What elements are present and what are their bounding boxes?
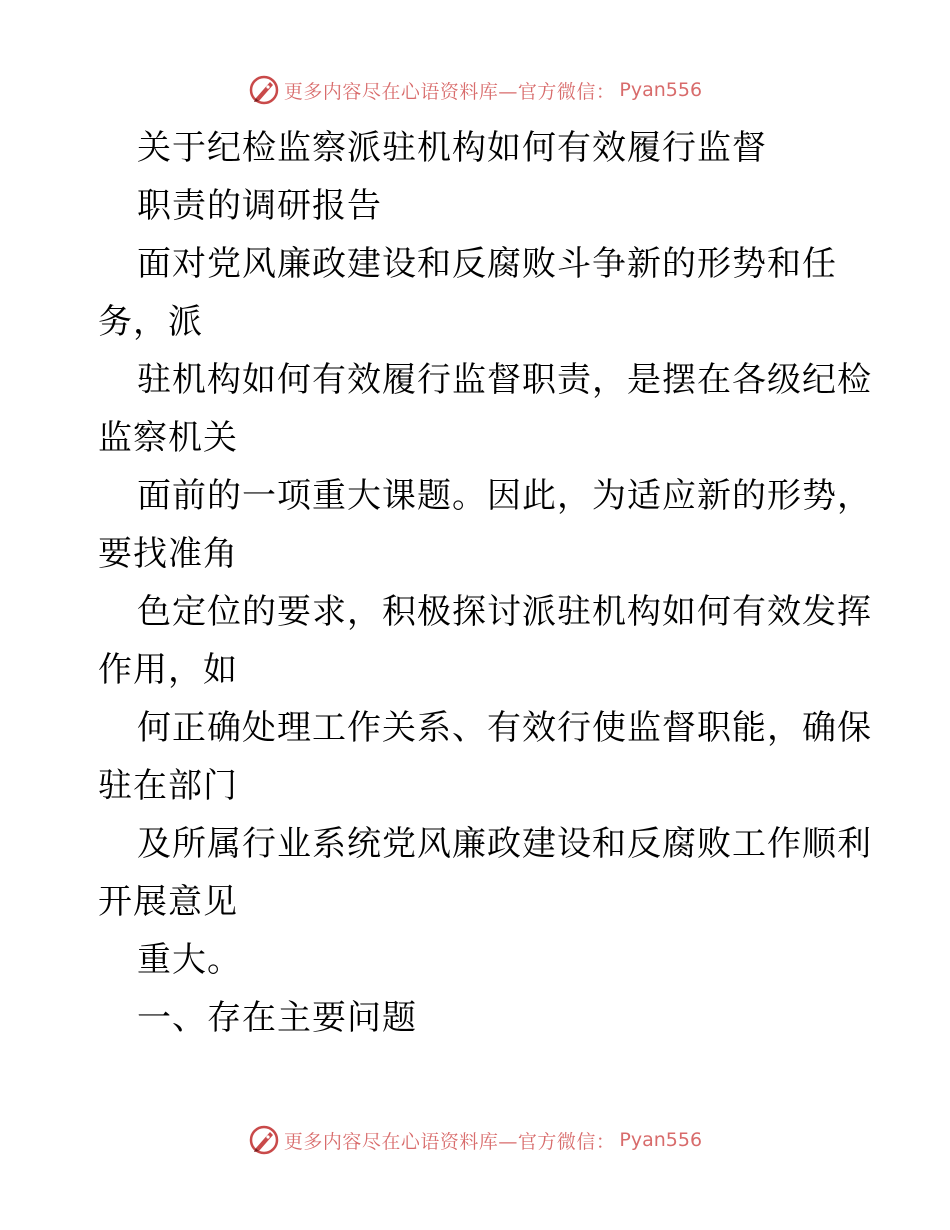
paragraph-line: 作用，如 [98, 650, 238, 690]
paragraph-line: 要找准角 [98, 534, 238, 574]
document-title-line-1: 关于纪检监察派驻机构如何有效履行监督 [137, 128, 767, 168]
paragraph-line: 驻机构如何有效履行监督职责，是摆在各级纪检 [137, 360, 872, 400]
paragraph-line: 面对党风廉政建设和反腐败斗争新的形势和任 [137, 244, 837, 284]
paragraph-line: 色定位的要求，积极探讨派驻机构如何有效发挥 [137, 592, 872, 632]
watermark-wechat-id: Pyan556 [619, 1129, 703, 1151]
paragraph-line: 务，派 [98, 302, 203, 342]
paragraph-line: 及所属行业系统党风廉政建设和反腐败工作顺利 [137, 824, 872, 864]
watermark-group [248, 74, 702, 106]
paragraph-line: 面前的一项重大课题。因此，为适应新的形势， [137, 476, 872, 516]
paragraph-line: 何正确处理工作关系、有效行使监督职能，确保 [137, 708, 872, 748]
paragraph-line: 监察机关 [98, 418, 238, 458]
paragraph-line: 重大。 [137, 940, 242, 980]
watermark-brand-text: 更多内容尽在心语资料库—官方微信： [283, 1130, 616, 1153]
paragraph-line: 开展意见 [98, 882, 238, 922]
paragraph-line: 驻在部门 [98, 766, 238, 806]
pen-circle-icon [248, 74, 280, 106]
watermark-brand-text: 更多内容尽在心语资料库—官方微信： [283, 80, 616, 103]
footer-watermark [0, 1122, 950, 1158]
header-watermark [0, 72, 950, 108]
watermark-group [248, 1124, 702, 1156]
document-title-line-2: 职责的调研报告 [137, 186, 382, 226]
section-heading: 一、存在主要问题 [137, 998, 417, 1038]
watermark-wechat-id: Pyan556 [619, 79, 703, 101]
pen-circle-icon [248, 1124, 280, 1156]
